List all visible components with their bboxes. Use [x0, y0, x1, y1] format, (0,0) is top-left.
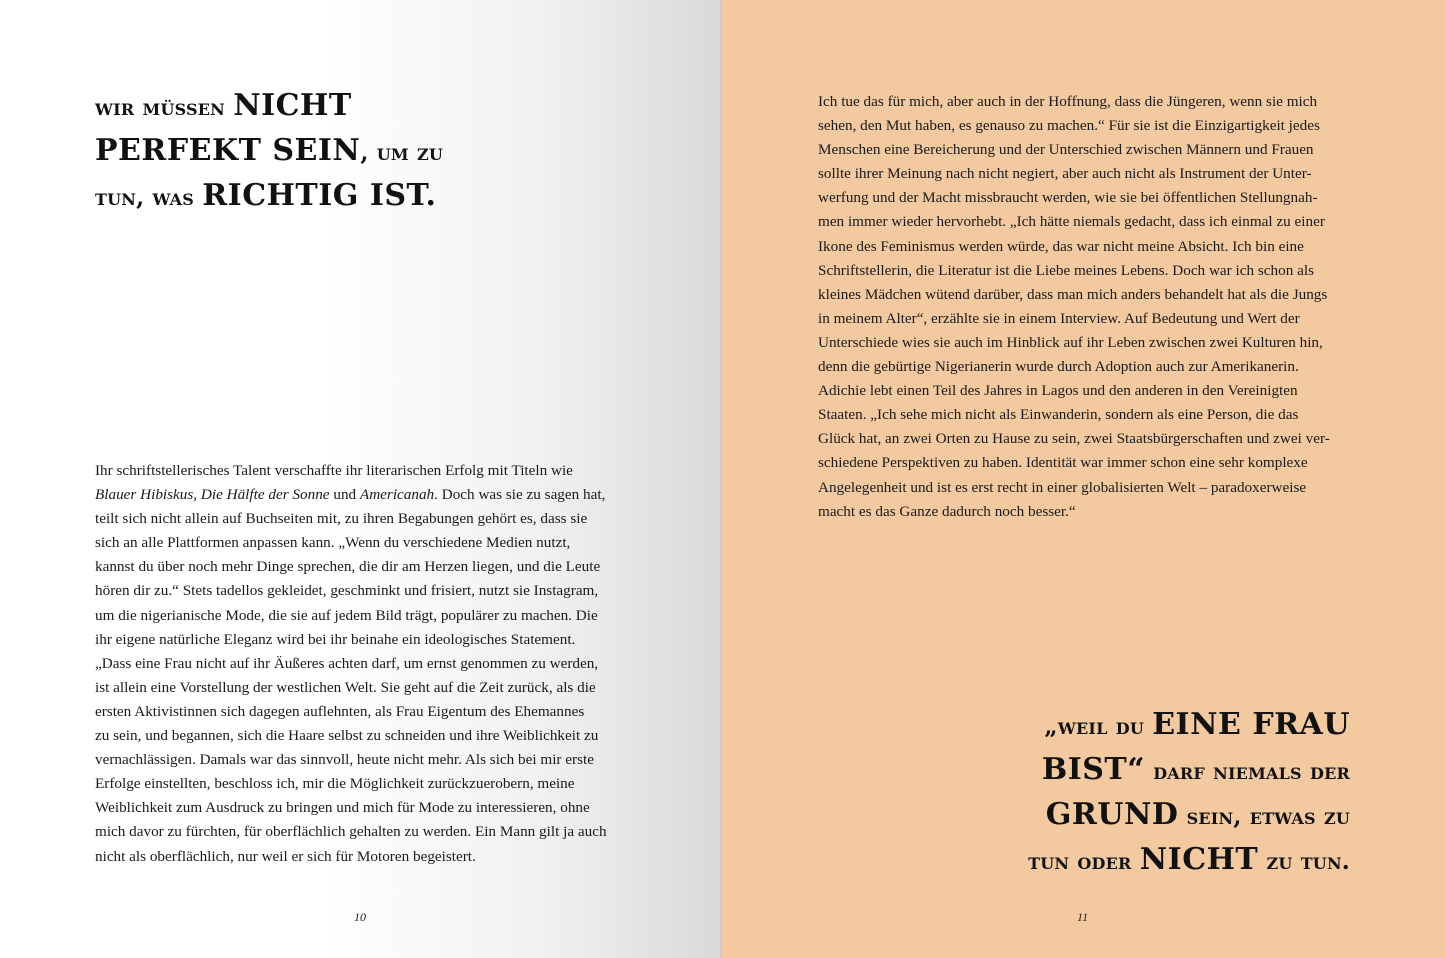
body-line: in meinem Alter“, erzählte sie in einem Interview. Auf Bedeutung und Wert der	[818, 309, 1300, 327]
body-segment: sich an alle Plattformen anpassen kann. „Wenn du verschiedene Medien nutzt,	[95, 534, 571, 552]
right-quote-segment: GRUND	[1045, 797, 1179, 832]
left-quote-segment: NICHT	[233, 88, 352, 123]
right-quote-segment: darf niemals der	[1145, 758, 1350, 785]
body-segment: ,	[193, 486, 201, 504]
body-line	[95, 483, 625, 507]
page-number-left: 10	[354, 910, 366, 924]
left-quote-segment: PERFEKT SEIN	[95, 133, 361, 168]
book-title: Die Hälfte der Sonne	[200, 486, 330, 504]
body-line: Menschen eine Bereicherung und der Unterschied zwischen Männern und Frauen	[818, 141, 1314, 159]
body-segment: und	[329, 486, 360, 504]
body-segment: hören dir zu.“ Stets tadellos gekleidet, geschminkt und frisiert, nutzt sie Instagram,	[95, 582, 599, 600]
left-quote-line	[95, 84, 535, 129]
body-segment: Erfolge einstellten, beschloss ich, mir die Möglichkeit zurückzuerobern, meine	[95, 775, 575, 793]
right-quote-segment: BIST“	[1041, 752, 1146, 787]
body-segment: zu sein, und begannen, sich die Haare selbst zu schneiden und ihre Weiblichkeit zu	[95, 727, 599, 745]
right-quote-line	[960, 838, 1350, 883]
right-pull-quote	[960, 703, 1350, 883]
body-line: denn die gebürtige Nigerianerin wurde durch Adoption auch zur Amerikanerin.	[818, 358, 1299, 376]
right-quote-line	[960, 703, 1350, 748]
left-quote-segment: RICHTIG IST.	[202, 178, 437, 213]
left-page	[0, 0, 722, 958]
book-title: Americanah	[359, 486, 435, 504]
body-line: Glück hat, an zwei Orten zu Hause zu sein, zwei Staatsbürgerschaften und zwei ver-	[818, 430, 1330, 448]
body-segment: nicht als oberflächlich, nur weil er sich für Motoren begeistert.	[95, 847, 476, 865]
right-quote-line	[960, 748, 1350, 793]
body-segment: mich davor zu fürchten, für oberflächlich gehalten zu werden. Ein Mann gilt ja auch	[95, 823, 607, 841]
book-title: Blauer Hibiskus	[95, 486, 194, 504]
body-line: men immer wieder hervorhebt. „Ich hätte niemals gedacht, dass ich einmal zu einer	[818, 213, 1325, 231]
body-line: macht es das Ganze dadurch noch besser.“	[818, 502, 1076, 520]
body-line: Unterschiede wies sie auch im Hinblick auf ihr Leben zwischen zwei Kulturen hin,	[818, 333, 1323, 351]
body-segment: um die nigerianische Mode, die sie auf jedem Bild trägt, populärer zu machen. Die	[95, 606, 598, 624]
body-segment: teilt sich nicht allein auf Buchseiten mit, zu ihren Begabungen gehört es, dass sie	[95, 510, 588, 528]
body-segment: „Dass eine Frau nicht auf ihr Äußeres achten darf, um ernst genommen zu werden,	[95, 654, 599, 672]
body-line: schiedene Perspektiven zu haben. Identität war immer schon eine sehr komplexe	[818, 454, 1308, 472]
body-segment: vernachlässigen. Damals war das sinnvoll, heute nicht mehr. Als sich bei mir erste	[95, 751, 594, 769]
left-quote-segment: , um zu	[360, 139, 444, 166]
left-body-text	[95, 459, 625, 869]
right-quote-line	[960, 793, 1350, 838]
body-line	[95, 459, 625, 483]
body-line: Angelegenheit und ist es erst recht in einer globalisierten Welt – paradoxerweise	[818, 478, 1307, 496]
body-line: Adichie lebt einen Teil des Jahres in Lagos und den anderen in den Vereinigten	[818, 382, 1298, 400]
body-segment: Weiblichkeit zum Ausdruck zu bringen und mich für Mode zu interessieren, ohne	[95, 799, 590, 817]
right-quote-segment: zu tun.	[1258, 848, 1350, 875]
body-line	[95, 652, 625, 676]
right-quote-segment: tun oder	[1028, 848, 1140, 875]
body-line	[95, 531, 625, 555]
body-line: sehen, den Mut haben, es genauso zu machen.“ Für sie ist die Einzigartigkeit jedes	[818, 117, 1320, 135]
left-quote-segment: wir müssen	[95, 94, 234, 121]
left-quote-segment: tun, was	[95, 184, 203, 211]
body-line: kleines Mädchen wütend darüber, dass man mich anders behandelt hat als die Jungs	[818, 285, 1328, 303]
body-segment: ersten Aktivistinnen sich dagegen auflehnten, als Frau Eigentum des Ehemannes	[95, 702, 585, 720]
body-line	[95, 820, 625, 844]
right-body-text	[818, 90, 1348, 524]
body-line	[95, 628, 625, 652]
body-line: Ikone des Feminismus werden würde, das war nicht meine Absicht. Ich bin eine	[818, 237, 1304, 255]
left-quote-line	[95, 174, 535, 219]
body-segment: . Doch was sie zu sagen hat,	[434, 486, 606, 504]
body-line: sollte ihrer Meinung nach nicht negiert, aber auch nicht als Instrument der Unter-	[818, 165, 1312, 183]
right-quote-segment: EINE FRAU	[1152, 707, 1350, 742]
left-quote-line	[95, 129, 535, 174]
body-line	[95, 748, 625, 772]
body-line	[95, 796, 625, 820]
right-quote-segment: „weil du	[1044, 713, 1153, 740]
body-line	[95, 676, 625, 700]
body-line: Staaten. „Ich sehe mich nicht als Einwanderin, sondern als eine Person, die das	[818, 406, 1299, 424]
body-segment: ihr eigene natürliche Eleganz wird bei ihr beinahe ein ideologisches Statement.	[95, 630, 576, 648]
body-line: werfung und der Macht missbraucht werden, wie sie bei öffentlichen Stellungnah-	[818, 189, 1318, 207]
body-line: Schriftstellerin, die Literatur ist die Liebe meines Lebens. Doch war ich schon als	[818, 261, 1314, 279]
body-line	[95, 772, 625, 796]
right-quote-segment: sein, etwas zu	[1178, 803, 1350, 830]
body-segment: kannst du über noch mehr Dinge sprechen, die dir am Herzen liegen, und die Leute	[95, 558, 601, 576]
body-segment: Ihr schriftstellerisches Talent verschaffte ihr literarischen Erfolg mit Titeln wie	[95, 462, 573, 479]
body-line	[95, 845, 625, 869]
body-line: Ich tue das für mich, aber auch in der Hoffnung, dass die Jüngeren, wenn sie mich	[818, 93, 1318, 110]
body-line	[95, 507, 625, 531]
body-segment: ist allein eine Vorstellung der westlichen Welt. Sie geht auf die Zeit zurück, als die	[95, 678, 596, 696]
right-quote-segment: NICHT	[1139, 842, 1259, 877]
body-line	[95, 579, 625, 603]
body-line	[95, 604, 625, 628]
body-line	[95, 555, 625, 579]
left-pull-quote	[95, 84, 535, 219]
body-line	[95, 724, 625, 748]
body-line	[95, 700, 625, 724]
page-number-right: 11	[1077, 910, 1089, 924]
